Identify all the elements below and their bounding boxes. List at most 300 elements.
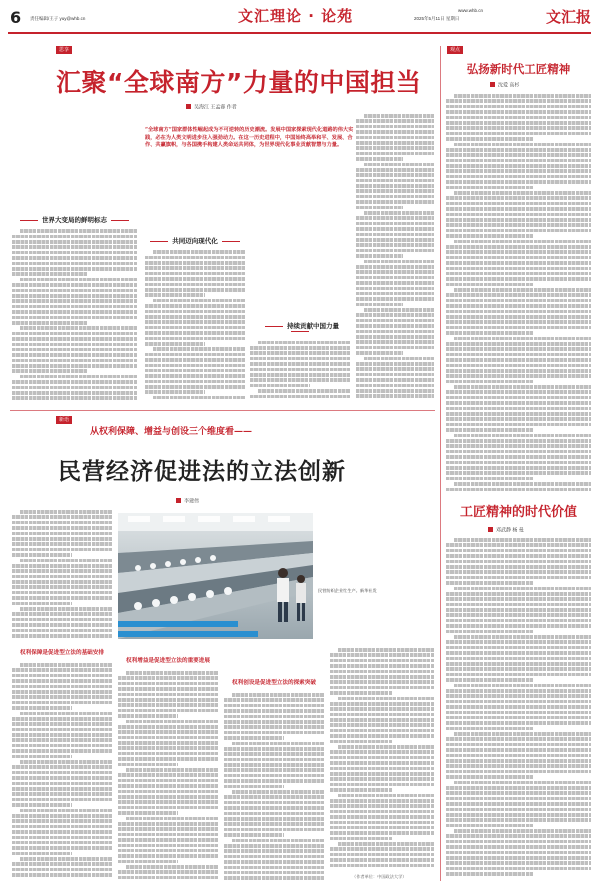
text-line <box>446 223 591 227</box>
text-line <box>446 808 591 812</box>
text-line <box>20 809 112 813</box>
text-line <box>330 713 434 717</box>
text-line <box>12 722 112 726</box>
text-line <box>118 795 218 799</box>
text-line <box>330 702 434 706</box>
text-line <box>145 266 245 270</box>
text-line <box>330 767 434 771</box>
text-line <box>446 640 591 644</box>
text-line <box>330 670 434 674</box>
text-line <box>12 542 112 546</box>
text-line <box>20 760 112 764</box>
text-line <box>20 229 137 233</box>
text-line <box>118 800 218 804</box>
text-line <box>356 303 403 307</box>
text-line <box>356 340 434 344</box>
text-line <box>145 261 245 265</box>
text-line <box>12 634 112 638</box>
text-line <box>454 635 591 639</box>
text-line <box>330 826 434 830</box>
text-line <box>446 202 591 206</box>
text-line <box>356 367 434 371</box>
text-line <box>356 216 434 220</box>
text-line <box>118 763 178 767</box>
right-headline-1: 弘扬新时代工匠精神 <box>466 62 571 76</box>
text-line <box>12 852 72 856</box>
text-line <box>330 772 434 776</box>
text-line <box>126 768 218 772</box>
column-filler <box>118 671 218 879</box>
text-line <box>12 553 72 557</box>
text-line <box>12 569 112 573</box>
text-line <box>356 130 434 134</box>
right-article-2-body <box>446 538 591 883</box>
text-line <box>12 580 112 584</box>
text-line <box>446 455 591 459</box>
text-line <box>356 173 434 177</box>
text-line <box>446 700 591 704</box>
text-line <box>12 868 112 872</box>
right-byline-2 <box>488 527 524 534</box>
text-line <box>356 195 434 199</box>
text-line <box>446 673 591 677</box>
top-headline: 汇聚“全球南方”力量的中国担当 <box>56 68 422 97</box>
text-line <box>12 798 112 802</box>
text-line <box>356 292 434 296</box>
top-column-4 <box>356 114 434 404</box>
text-line <box>446 694 591 698</box>
text-line <box>145 374 245 378</box>
bottom-column-4 <box>330 648 434 870</box>
text-line <box>12 245 137 249</box>
text-line <box>12 749 112 753</box>
top-pullquote: “全球南方”国家群体性崛起成为不可逆转的历史潮流。发展中国家探索现代化道路的伟大实践，必在为人类文明进步注入强劲动力。在这一历史进程中，中国始终高举和平、发展、合作、共赢旗帜，与各国携手构建人类命运共同体，为世界现代化事业贡献智慧与力量。 <box>145 127 354 148</box>
text-line <box>12 803 72 807</box>
text-line <box>446 272 591 276</box>
author-affiliation: （作者单位：中国政法大学） <box>352 874 407 879</box>
text-line <box>330 734 434 738</box>
text-line <box>446 428 533 432</box>
text-line <box>356 152 434 156</box>
text-line <box>145 277 245 281</box>
text-line <box>118 693 218 697</box>
text-line <box>446 380 533 384</box>
issue-date: 2025年5月11日 星期日 <box>414 16 460 21</box>
text-line <box>446 711 591 715</box>
text-line <box>446 651 591 655</box>
text-line <box>446 461 591 465</box>
text-line <box>330 831 434 835</box>
text-line <box>12 782 112 786</box>
text-line <box>330 675 434 679</box>
text-line <box>118 725 218 729</box>
text-line <box>232 742 324 746</box>
text-line <box>12 235 137 239</box>
text-line <box>446 851 591 855</box>
text-line <box>224 855 324 859</box>
text-line <box>330 750 434 754</box>
text-line <box>446 466 591 470</box>
text-line <box>446 304 591 308</box>
text-line <box>145 326 245 330</box>
text-line <box>446 797 591 801</box>
text-line <box>224 822 324 826</box>
text-line <box>20 663 112 667</box>
top-column-1 <box>12 114 137 404</box>
text-line <box>446 148 591 152</box>
photo-caption: 民营纺织企业忙生产。新华社发 <box>318 588 377 593</box>
text-line <box>126 865 218 869</box>
text-line <box>145 304 245 308</box>
text-line <box>118 854 218 858</box>
text-line <box>12 744 112 748</box>
bottom-intro-column <box>12 510 112 640</box>
text-line <box>12 792 112 796</box>
text-line <box>145 315 245 319</box>
text-line <box>258 341 350 345</box>
text-line <box>118 790 218 794</box>
text-line <box>446 662 591 666</box>
text-line <box>446 856 591 860</box>
text-line <box>356 270 434 274</box>
text-line <box>446 624 591 628</box>
text-line <box>12 391 137 395</box>
text-line <box>118 709 218 713</box>
text-line <box>446 554 591 558</box>
text-line <box>446 786 591 790</box>
text-line <box>118 741 218 745</box>
text-line <box>145 283 245 287</box>
text-line <box>446 218 591 222</box>
text-line <box>250 351 350 355</box>
subhead-modernization: 共同迈向现代化 <box>145 239 245 244</box>
text-line <box>250 378 350 382</box>
text-line <box>446 570 591 574</box>
text-line <box>224 806 324 810</box>
text-line <box>145 320 245 324</box>
text-line <box>446 277 591 281</box>
text-line <box>12 305 137 309</box>
text-line <box>454 587 591 591</box>
text-line <box>446 369 591 373</box>
text-line <box>12 596 112 600</box>
text-line <box>454 482 591 486</box>
text-line <box>454 538 591 542</box>
text-line <box>12 386 137 390</box>
text-line <box>446 417 591 421</box>
bottom-deck: 从权利保障、增益与创设三个维度看—— <box>90 427 253 437</box>
text-line <box>446 126 591 130</box>
top-byline <box>186 104 237 111</box>
section-heading-3: 权利创设是促进型立法的探索突破 <box>232 680 316 686</box>
text-line <box>153 299 245 303</box>
text-line <box>330 653 434 657</box>
right-byline-1 <box>490 82 519 89</box>
text-line <box>153 250 245 254</box>
text-line <box>145 364 245 368</box>
text-line <box>446 727 533 731</box>
top-column-3 <box>250 180 350 405</box>
text-line <box>446 488 591 492</box>
text-line <box>446 283 533 287</box>
text-line <box>12 262 137 266</box>
text-line <box>145 331 245 335</box>
text-line <box>12 251 137 255</box>
text-line <box>12 612 112 616</box>
text-line <box>118 773 218 777</box>
text-line <box>224 779 324 783</box>
text-line <box>446 802 591 806</box>
text-line <box>250 368 350 372</box>
text-line <box>12 310 137 314</box>
section-heading-1: 权利保障是促进型立法的基础安排 <box>20 650 104 656</box>
section-heading-2: 权利增益是促进型立法的重要进展 <box>126 658 210 664</box>
text-line <box>12 316 137 320</box>
text-line <box>12 679 112 683</box>
text-line <box>330 788 392 792</box>
text-line <box>12 369 87 373</box>
text-line <box>446 754 591 758</box>
text-line <box>446 358 591 362</box>
text-line <box>446 105 591 109</box>
text-line <box>446 423 591 427</box>
text-line <box>356 141 434 145</box>
text-line <box>338 794 434 798</box>
text-line <box>356 254 403 258</box>
text-line <box>250 395 350 399</box>
text-line <box>446 813 591 817</box>
byline-square-icon <box>186 104 191 109</box>
text-line <box>454 434 591 438</box>
text-line <box>446 153 591 157</box>
text-line <box>356 346 434 350</box>
text-line <box>446 657 591 661</box>
bottom-column-2 <box>118 648 218 883</box>
text-line <box>12 717 112 721</box>
text-line <box>12 668 112 672</box>
text-line <box>118 730 218 734</box>
text-line <box>446 267 591 271</box>
text-line <box>446 549 591 553</box>
text-line <box>446 721 591 725</box>
column-filler <box>12 663 112 877</box>
text-line <box>454 143 591 147</box>
text-line <box>446 705 591 709</box>
text-line <box>364 260 434 264</box>
column-filler <box>330 648 434 867</box>
text-line <box>446 374 591 378</box>
text-line <box>454 829 591 833</box>
text-line <box>20 607 112 611</box>
text-line <box>356 281 434 285</box>
text-line <box>364 114 434 118</box>
text-line <box>446 770 591 774</box>
text-line <box>330 810 434 814</box>
text-line <box>224 763 324 767</box>
text-line <box>145 342 205 346</box>
column-filler <box>12 510 112 638</box>
text-line <box>454 781 591 785</box>
text-line <box>12 695 112 699</box>
editor-credit: 责任编辑/王子 yuy@whb.cn <box>30 16 86 21</box>
text-line <box>446 342 591 346</box>
text-line <box>12 862 112 866</box>
text-line <box>118 838 218 842</box>
text-line <box>446 678 533 682</box>
text-line <box>12 521 112 525</box>
text-line <box>145 358 245 362</box>
text-line <box>224 698 324 702</box>
text-line <box>446 315 591 319</box>
text-line <box>330 718 434 722</box>
right-column-rule <box>440 46 441 881</box>
text-line <box>364 357 434 361</box>
text-line <box>224 860 324 864</box>
text-line <box>446 592 591 596</box>
text-line <box>356 378 434 382</box>
column-filler <box>250 341 350 399</box>
text-line <box>118 849 218 853</box>
text-line <box>118 757 218 761</box>
text-line <box>356 384 434 388</box>
text-line <box>118 714 178 718</box>
text-line <box>224 720 324 724</box>
text-line <box>446 867 591 871</box>
text-line <box>118 779 218 783</box>
text-line <box>12 564 112 568</box>
text-line <box>446 412 591 416</box>
text-line <box>446 407 591 411</box>
text-line <box>446 234 533 238</box>
text-line <box>12 294 137 298</box>
site-url[interactable]: www.whb.cn <box>458 8 484 13</box>
text-line <box>12 836 112 840</box>
text-line <box>232 790 324 794</box>
text-line <box>446 646 591 650</box>
bottom-column-3 <box>224 648 324 883</box>
text-line <box>330 777 434 781</box>
text-line <box>12 825 112 829</box>
text-line <box>446 186 533 190</box>
text-line <box>446 743 591 747</box>
text-line <box>224 844 324 848</box>
text-line <box>356 200 434 204</box>
text-line <box>250 373 350 377</box>
text-line <box>446 396 591 400</box>
text-line <box>446 791 591 795</box>
text-line <box>224 833 284 837</box>
text-line <box>12 787 112 791</box>
text-line <box>20 510 112 514</box>
text-line <box>12 272 87 276</box>
text-line <box>356 287 434 291</box>
text-line <box>330 729 434 733</box>
text-line <box>20 326 137 330</box>
bottom-column-1 <box>12 648 112 883</box>
text-line <box>446 169 591 173</box>
text-line <box>356 276 434 280</box>
text-line <box>446 99 591 103</box>
text-line <box>454 94 591 98</box>
text-line <box>12 343 137 347</box>
text-line <box>356 265 434 269</box>
text-line <box>12 738 112 742</box>
text-line <box>118 844 218 848</box>
text-line <box>258 389 350 393</box>
text-line <box>12 618 112 622</box>
text-line <box>224 768 324 772</box>
text-line <box>12 728 112 732</box>
text-line <box>356 168 434 172</box>
text-line <box>446 110 591 114</box>
text-line <box>446 824 533 828</box>
text-line <box>446 401 591 405</box>
text-line <box>446 250 591 254</box>
text-line <box>12 685 112 689</box>
text-line <box>454 684 591 688</box>
text-line <box>446 775 533 779</box>
text-line <box>145 337 245 341</box>
bottom-byline-text: 李建伟 <box>184 498 200 505</box>
text-line <box>454 337 591 341</box>
text-line <box>118 827 218 831</box>
text-line <box>20 375 137 379</box>
text-line <box>446 310 591 314</box>
text-line <box>446 576 591 580</box>
text-line <box>118 833 218 837</box>
top-byline-text: 吴海江 王孟睿 作者 <box>194 104 237 111</box>
text-line <box>224 725 324 729</box>
text-line <box>145 353 245 357</box>
text-line <box>224 704 324 708</box>
text-line <box>12 830 112 834</box>
text-line <box>356 227 434 231</box>
text-line <box>356 297 434 301</box>
text-line <box>330 853 434 857</box>
text-line <box>126 720 218 724</box>
text-line <box>356 313 434 317</box>
text-line <box>12 629 112 633</box>
text-line <box>356 362 434 366</box>
text-line <box>446 845 591 849</box>
text-line <box>224 715 324 719</box>
text-line <box>454 191 591 195</box>
text-line <box>446 603 591 607</box>
text-line <box>446 164 591 168</box>
text-line <box>356 179 434 183</box>
subhead-china-contribution: 持续贡献中国力量 <box>250 324 350 335</box>
text-line <box>446 861 591 865</box>
text-line <box>224 812 324 816</box>
text-line <box>446 737 591 741</box>
text-line <box>356 394 434 398</box>
text-line <box>145 369 245 373</box>
text-line <box>446 180 591 184</box>
text-line <box>12 337 137 341</box>
text-line <box>250 346 350 350</box>
text-line <box>118 784 218 788</box>
text-line <box>454 240 591 244</box>
text-line <box>12 765 112 769</box>
text-line <box>356 351 403 355</box>
text-line <box>224 736 284 740</box>
text-line <box>330 680 434 684</box>
text-line <box>330 821 434 825</box>
text-line <box>356 319 434 323</box>
text-line <box>330 847 434 851</box>
text-line <box>446 450 591 454</box>
text-line <box>356 373 434 377</box>
